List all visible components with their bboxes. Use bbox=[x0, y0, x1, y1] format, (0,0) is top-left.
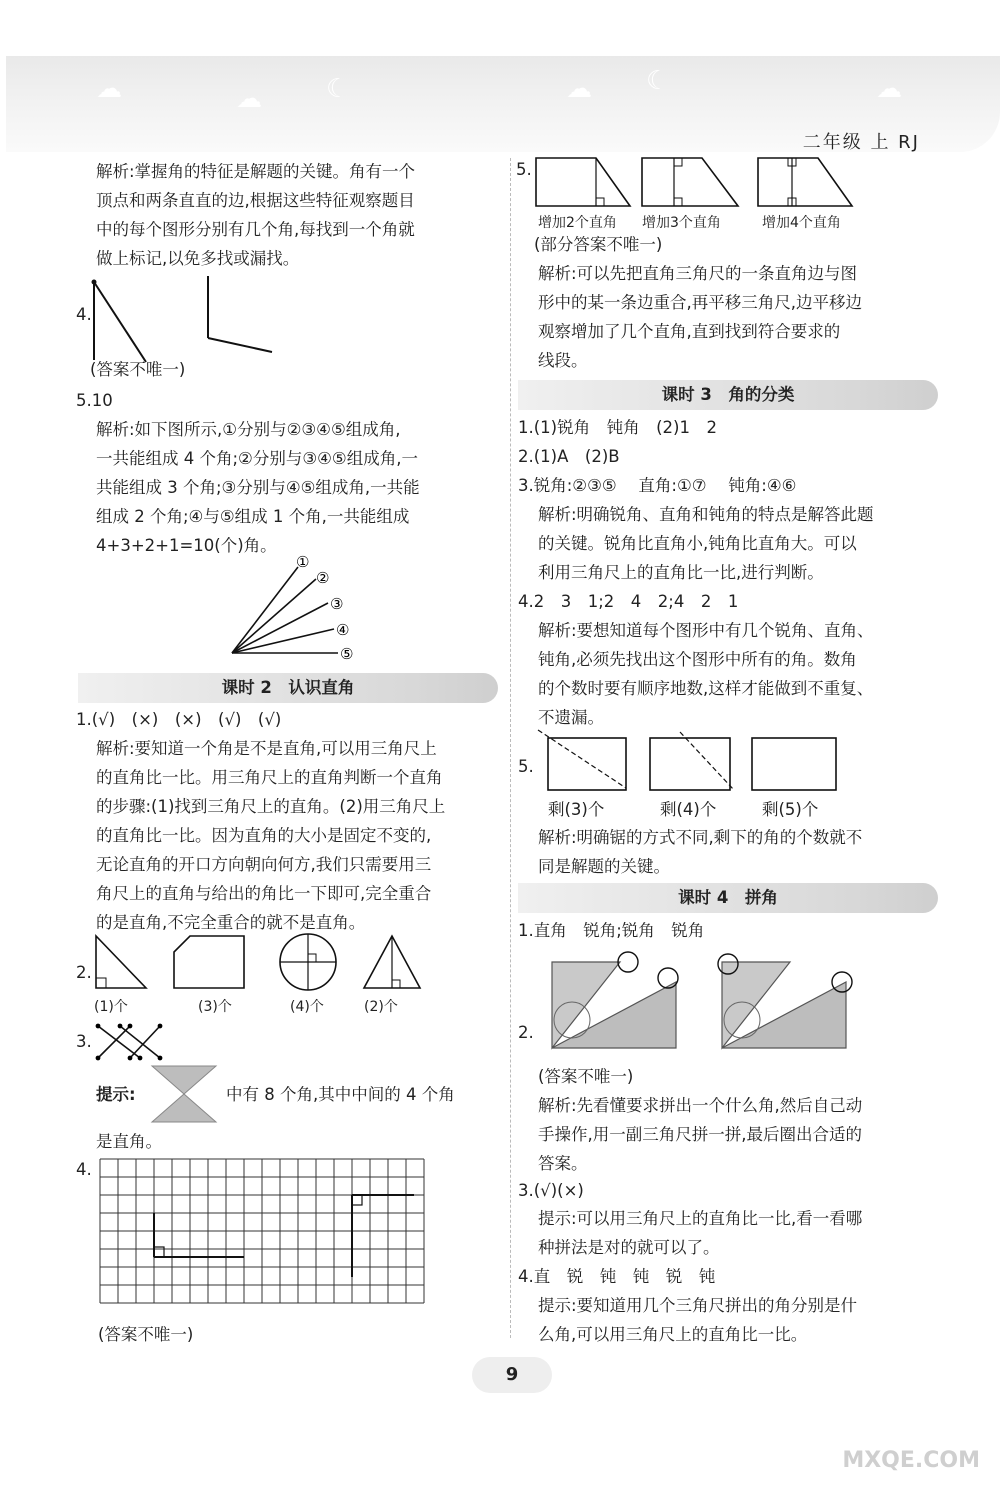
text-line: 的个数时要有顺序地数,这样才能做到不重复、 bbox=[538, 679, 874, 698]
s4-q1: 1.直角 锐角;锐角 锐角 bbox=[518, 921, 705, 940]
s2-q1-answer: 1.(√) (×) (×) (√) (√) bbox=[76, 710, 282, 729]
text-line: 一共能组成 4 个角;②分别与③④⑤组成角,一 bbox=[96, 449, 418, 468]
q2-caption: (4)个 bbox=[290, 999, 324, 1015]
s3-analysis-3 bbox=[538, 823, 938, 881]
q3-label: 3. bbox=[76, 1032, 92, 1051]
text-line: 中的每个图形分别有几个角,每找到一个角就 bbox=[96, 220, 415, 239]
s3-q5-caption: 剩(4)个 bbox=[660, 800, 717, 819]
text-line: 的关键。锐角比直角小,钝角比直角大。可以 bbox=[538, 534, 857, 553]
text-line: 么角,可以用三角尺上的直角比一比。 bbox=[538, 1325, 808, 1344]
q2-caption: (2)个 bbox=[364, 999, 398, 1015]
q4b-label: 4. bbox=[76, 1160, 92, 1179]
q3-crossing-lines bbox=[96, 1022, 176, 1062]
set-square-figures bbox=[546, 948, 876, 1062]
cloud-icon: ☁ bbox=[566, 74, 592, 104]
s3-q5-label: 5. bbox=[518, 757, 534, 776]
q2-caption: (1)个 bbox=[94, 999, 128, 1015]
q5-analysis bbox=[538, 259, 938, 375]
q2-shapes bbox=[94, 932, 424, 992]
text-line: 3.锐角:②③⑤ 直角:①⑦ 钝角:④⑥ bbox=[518, 476, 797, 495]
text-line: 解析:明确锐角、直角和钝角的特点是解答此题 bbox=[538, 505, 874, 524]
watermark-text: MXQE.COM bbox=[842, 1448, 980, 1473]
text-line: 利用三角尺上的直角比一比,进行判断。 bbox=[538, 563, 824, 582]
text-line: 的是直角,不完全重合的就不是直角。 bbox=[96, 913, 366, 932]
moon-icon: ☾ bbox=[646, 66, 670, 96]
text-line: 4+3+2+1=10(个)角。 bbox=[96, 536, 277, 555]
text-line: 无论直角的开口方向朝向何方,我们只需要用三 bbox=[96, 855, 432, 874]
text-line: 角尺上的直角与给出的角比一下即可,完全重合 bbox=[96, 884, 432, 903]
text-line: 组成 2 个角;④与⑤组成 1 个角,一共能组成 bbox=[96, 507, 410, 526]
q2-label: 2. bbox=[76, 963, 92, 982]
text-line: 钝角,必须先找出这个图形中所有的角。数角 bbox=[538, 650, 857, 669]
hint-text: 中有 8 个角,其中中间的 4 个角 bbox=[226, 1085, 455, 1104]
grade-label: 二年级 上 RJ bbox=[802, 132, 920, 153]
s4-hint4 bbox=[538, 1291, 938, 1349]
text-line: 的直角比一比。因为直角的大小是固定不变的, bbox=[96, 826, 432, 845]
sawed-rectangles bbox=[538, 728, 878, 794]
text-line: 解析:掌握角的特征是解题的关键。角有一个 bbox=[96, 162, 416, 181]
s4-q2-label: 2. bbox=[518, 1023, 534, 1042]
page-number: 9 bbox=[472, 1357, 552, 1393]
text-line: 提示:可以用三角尺上的直角比一比,看一看哪 bbox=[538, 1209, 863, 1228]
trapezoid-figures bbox=[534, 154, 874, 210]
ray-label: ③ bbox=[330, 595, 344, 613]
s4-hint3 bbox=[538, 1204, 938, 1262]
text-line: 解析:可以先把直角三角尺的一条直角边与图 bbox=[538, 264, 858, 283]
cloud-icon: ☁ bbox=[876, 74, 902, 104]
q5-caption: 增加4个直角 bbox=[762, 215, 841, 231]
analysis-block-1 bbox=[96, 157, 501, 273]
text-line: 手操作,用一副三角尺拼一拼,最后圈出合适的 bbox=[538, 1125, 862, 1144]
ray-label: ① bbox=[296, 553, 310, 571]
r-q5-label: 5. bbox=[516, 160, 532, 179]
text-line: 线段。 bbox=[538, 351, 588, 370]
section-header-lesson4: 课时 4 拼角 bbox=[518, 883, 938, 913]
text-line: 共能组成 3 个角;③分别与④⑤组成角,一共能 bbox=[96, 478, 420, 497]
text-line: 形中的某一条边重合,再平移三角尺,边平移边 bbox=[538, 293, 862, 312]
cloud-icon: ☁ bbox=[236, 84, 262, 114]
column-divider bbox=[510, 158, 511, 1338]
s2-analysis bbox=[96, 734, 501, 937]
q4b-note: (答案不唯一) bbox=[98, 1325, 194, 1344]
text-line: 的直角比一比。用三角尺上的直角判断一个直角 bbox=[96, 768, 443, 787]
hourglass-figure bbox=[150, 1064, 220, 1124]
q5-caption: 增加3个直角 bbox=[642, 215, 721, 231]
text-line: 解析:如下图所示,①分别与②③④⑤组成角, bbox=[96, 420, 401, 439]
ray-diagram bbox=[220, 555, 380, 665]
text-line: 答案。 bbox=[538, 1154, 588, 1173]
text-line: 不遗漏。 bbox=[538, 708, 604, 727]
moon-icon: ☾ bbox=[326, 74, 350, 104]
hint-text-2: 是直角。 bbox=[96, 1132, 162, 1151]
text-line: 做上标记,以免多找或漏找。 bbox=[96, 249, 300, 268]
s3-answers bbox=[518, 413, 938, 500]
section-header-lesson2: 课时 2 认识直角 bbox=[78, 673, 498, 703]
text-line: 种拼法是对的就可以了。 bbox=[538, 1238, 720, 1257]
s4-q4: 4.直 锐 钝 钝 锐 钝 bbox=[518, 1267, 716, 1286]
section-header-lesson3: 课时 3 角的分类 bbox=[518, 380, 938, 410]
q4-label: 4. bbox=[76, 305, 92, 324]
text-line: 解析:先看懂要求拼出一个什么角,然后自己动 bbox=[538, 1096, 863, 1115]
s4-q3: 3.(√)(×) bbox=[518, 1181, 584, 1200]
text-line: 解析:要知道一个角是不是直角,可以用三角尺上 bbox=[96, 739, 437, 758]
text-line: 1.(1)锐角 钝角 (2)1 2 bbox=[518, 418, 717, 437]
text-line: 同是解题的关键。 bbox=[538, 857, 670, 876]
analysis-block-2 bbox=[96, 415, 501, 560]
q2-caption: (3)个 bbox=[198, 999, 232, 1015]
q5-note: (部分答案不唯一) bbox=[534, 235, 663, 254]
text-line: 观察增加了几个直角,直到找到符合要求的 bbox=[538, 322, 841, 341]
q5-caption: 增加2个直角 bbox=[538, 215, 617, 231]
s4-note: (答案不唯一) bbox=[538, 1067, 634, 1086]
ray-label: ⑤ bbox=[340, 645, 354, 663]
s3-analysis-2 bbox=[538, 616, 938, 732]
s3-analysis bbox=[538, 500, 938, 587]
ray-label: ④ bbox=[336, 621, 350, 639]
text-line: 的步骤:(1)找到三角尺上的直角。(2)用三角尺上 bbox=[96, 797, 446, 816]
cloud-icon: ☁ bbox=[96, 74, 122, 104]
ray-label: ② bbox=[316, 569, 330, 587]
text-line: 解析:明确锯的方式不同,剩下的角的个数就不 bbox=[538, 828, 863, 847]
hint-label: 提示: bbox=[96, 1085, 136, 1104]
text-line: 2.(1)A (2)B bbox=[518, 447, 620, 466]
text-line: 解析:要想知道每个图形中有几个锐角、直角、 bbox=[538, 621, 874, 640]
text-line: 提示:要知道用几个三角尺拼出的角分别是什 bbox=[538, 1296, 858, 1315]
q5-answer: 5.10 bbox=[76, 391, 113, 410]
grid-figure bbox=[98, 1157, 428, 1317]
q4-note: (答案不唯一) bbox=[90, 360, 186, 379]
text-line: 顶点和两条直直的边,根据这些特征观察题目 bbox=[96, 191, 415, 210]
s4-analysis bbox=[538, 1091, 938, 1178]
s3-q5-caption: 剩(3)个 bbox=[548, 800, 605, 819]
s3-q4: 4.2 3 1;2 4 2;4 2 1 bbox=[518, 592, 739, 611]
s3-q5-caption: 剩(5)个 bbox=[762, 800, 819, 819]
